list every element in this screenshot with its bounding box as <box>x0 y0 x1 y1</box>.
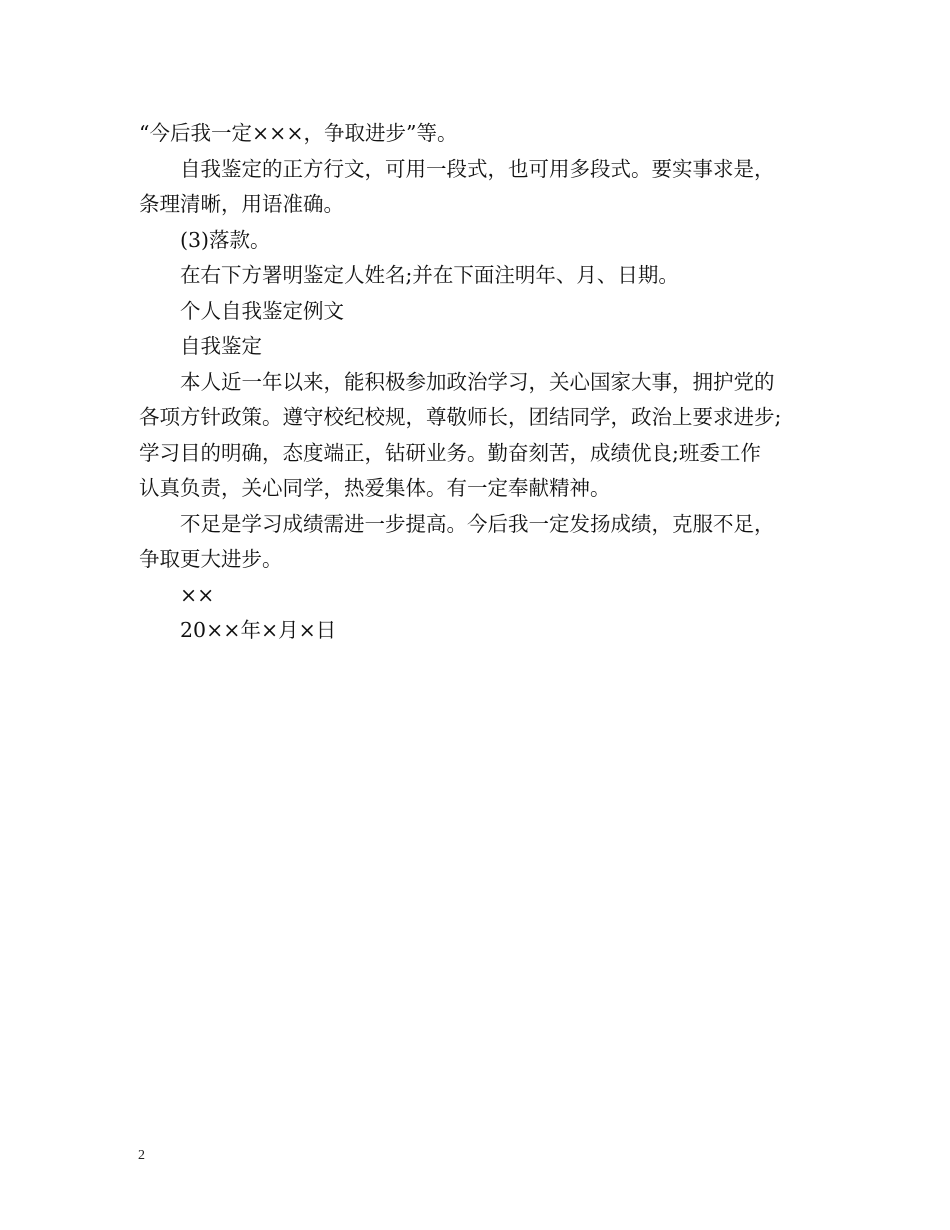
text-line: 各项方针政策。遵守校纪校规，尊敬师长，团结同学，政治上要求进步; <box>139 405 782 429</box>
text-line: “今后我一定×××，争取进步”等。 <box>139 121 458 145</box>
paragraph <box>139 223 819 259</box>
text-line: 条理清晰，用语准确。 <box>139 192 344 216</box>
paragraph <box>139 613 819 649</box>
text-line: 20××年×月×日 <box>180 618 337 642</box>
text-line: 自我鉴定 <box>180 334 262 358</box>
paragraph <box>139 329 819 365</box>
paragraph <box>139 116 819 152</box>
text-line: 认真负责，关心同学，热爱集体。有一定奉献精神。 <box>139 476 611 500</box>
page-number: 2 <box>138 1148 145 1163</box>
text-line: 自我鉴定的正方行文，可用一段式，也可用多段式。要实事求是， <box>180 156 775 181</box>
text-line: 学习目的明确，态度端正，钻研业务。勤奋刻苦，成绩优良;班委工作 <box>139 440 761 465</box>
paragraph <box>139 152 819 223</box>
text-line: 本人近一年以来，能积极参加政治学习，关心国家大事，拥护党的 <box>180 369 775 394</box>
text-line: 个人自我鉴定例文 <box>180 298 344 323</box>
paragraph <box>139 507 819 578</box>
document-body <box>139 116 819 649</box>
text-line: 争取更大进步。 <box>139 547 283 571</box>
paragraph <box>139 365 819 507</box>
paragraph <box>139 258 819 294</box>
text-line: ×× <box>180 582 215 607</box>
paragraph <box>139 578 819 614</box>
text-line: 不足是学习成绩需进一步提高。今后我一定发扬成绩，克服不足， <box>180 511 775 536</box>
text-line: (3)落款。 <box>180 227 271 252</box>
text-line: 在右下方署明鉴定人姓名;并在下面注明年、月、日期。 <box>180 263 679 287</box>
paragraph <box>139 294 819 330</box>
